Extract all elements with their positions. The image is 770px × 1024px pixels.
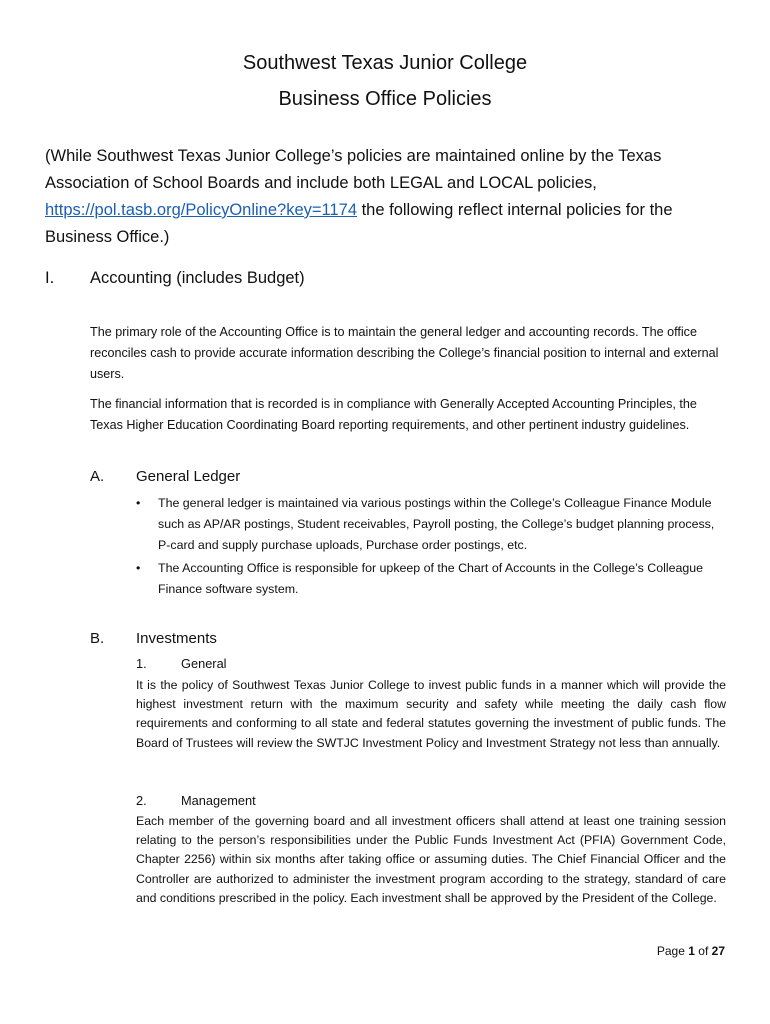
document-title-line1: Southwest Texas Junior College bbox=[242, 52, 528, 74]
intro-paragraph bbox=[45, 143, 725, 251]
intro-text-before: (While Southwest Texas Junior College’s policies are maintained online by the Texas Association of School Boards and include both LEGAL and LOCAL policies, bbox=[45, 147, 662, 192]
subsection-1-title: General bbox=[181, 656, 227, 671]
section-1-paragraph-2: The financial information that is recorded is in compliance with Generally Accepted Accounting Principles, the Texas Higher Education Coordinating Board reporting requirements, and other pertinent industry guidelines. bbox=[90, 397, 697, 432]
section-b-title: Investments bbox=[136, 630, 217, 647]
general-ledger-bullet-2 bbox=[136, 558, 726, 600]
bullet-icon: • bbox=[136, 496, 141, 510]
section-1-paragraph-1: The primary role of the Accounting Office is to maintain the general ledger and accounting records. The office reconciles cash to provide accurate information describing the College’s financial position to internal and external users. bbox=[90, 325, 719, 381]
intro-text-after: the following reflect internal policies for the Business Office.) bbox=[45, 201, 673, 246]
section-1-title: Accounting (includes Budget) bbox=[90, 269, 305, 287]
of-label: of bbox=[698, 944, 709, 958]
bullet-text: The general ledger is maintained via various postings within the College’s Colleague Finance Module such as AP/AR postings, Student receivables, Payroll posting, the College’s budget planning process, P-card and supply purchase uploads, Purchase order postings, etc. bbox=[158, 496, 715, 552]
section-a-title: General Ledger bbox=[136, 468, 241, 485]
tasb-policy-link[interactable]: https://pol.tasb.org/PolicyOnline?key=1174 bbox=[45, 201, 358, 219]
subsection-2-title: Management bbox=[181, 793, 256, 808]
bullet-icon: • bbox=[136, 561, 141, 575]
investment-general-paragraph: It is the policy of Southwest Texas Junior College to invest public funds in a manner which will provide the highest investment return with the maximum security and safety while meeting the daily cash flow requirements and conforming to all state and federal statutes governing the investment of public funds. The Board of Trustees will review the SWTJC Investment Policy and Investment Strategy not less than annually. bbox=[136, 678, 726, 750]
investment-management-paragraph: Each member of the governing board and all investment officers shall attend at least one training session relating to the person’s responsibilities under the Public Funds Investment Act (PFIA) Government Code, Chapter 2256) within six months after taking office or assuming duties. The Chief Financial Officer and the Controller are authorized to administer the investment program according to the strategy, standard of care and conditions prescribed in the policy. Each investment shall be approved by the President of the College. bbox=[136, 814, 726, 905]
section-a-letter: A. bbox=[90, 468, 105, 485]
current-page: 1 bbox=[688, 944, 695, 958]
total-pages: 27 bbox=[711, 944, 725, 958]
section-b-letter: B. bbox=[90, 630, 105, 647]
page-label: Page bbox=[656, 944, 685, 958]
subsection-1-number: 1. bbox=[136, 656, 147, 671]
section-1-number: I. bbox=[45, 269, 55, 287]
subsection-2-number: 2. bbox=[136, 793, 147, 808]
general-ledger-bullet-1 bbox=[136, 493, 726, 556]
document-title-line2: Business Office Policies bbox=[278, 88, 492, 110]
bullet-text: The Accounting Office is responsible for upkeep of the Chart of Accounts in the College’s Colleague Finance software system. bbox=[158, 561, 704, 596]
page-number-footer bbox=[657, 944, 725, 958]
